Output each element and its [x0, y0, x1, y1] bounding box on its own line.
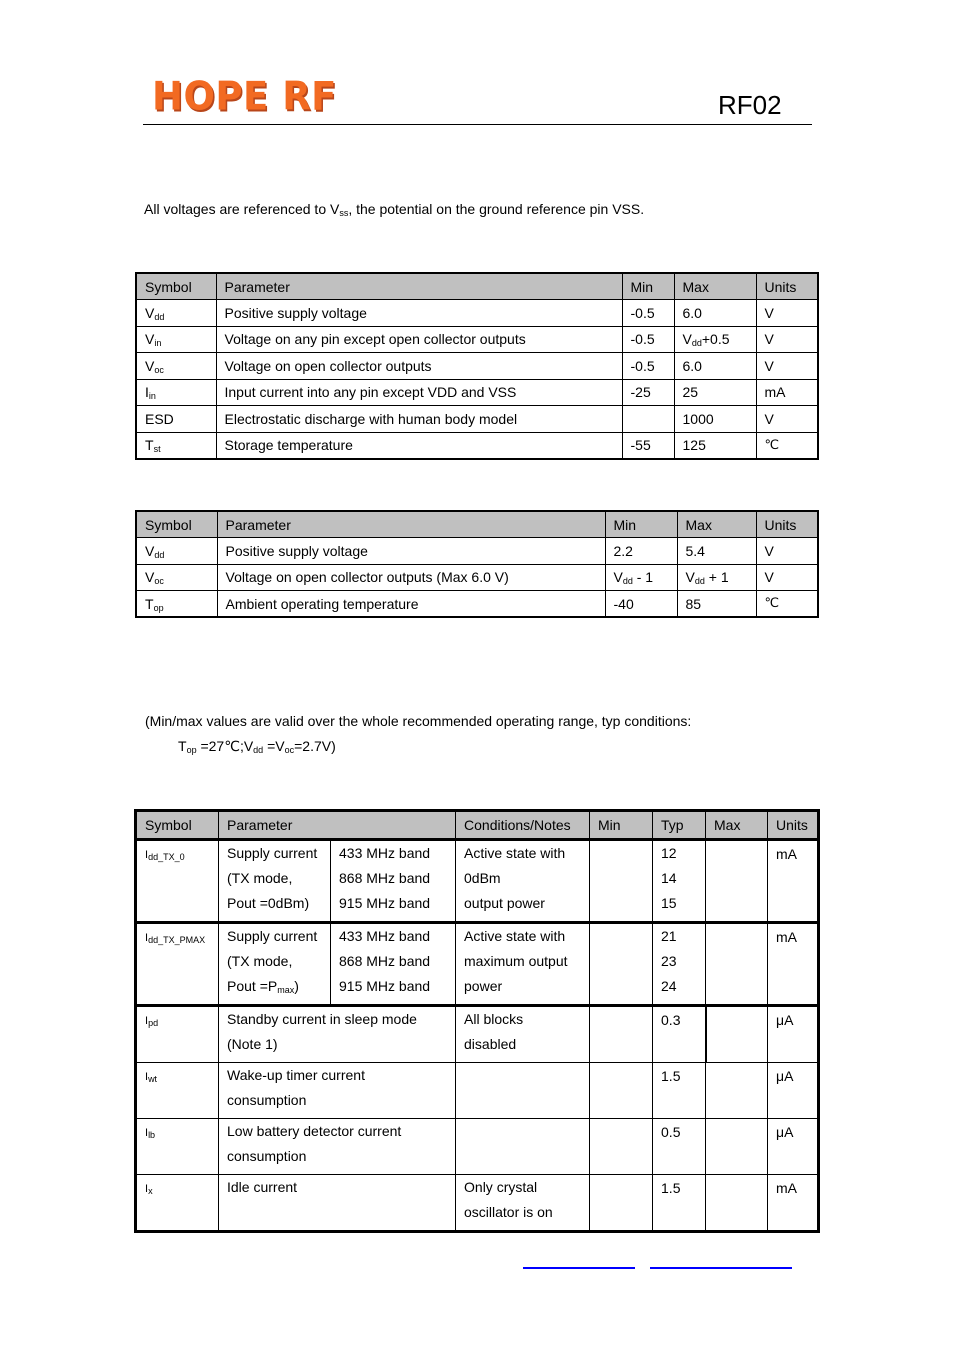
- hope-rf-logo: HOPE RF: [152, 74, 337, 120]
- table-row: [136, 353, 818, 380]
- header-rule: [143, 124, 812, 125]
- symbol-cell: $I_{wt}$: [136, 1063, 219, 1119]
- min-cell: [590, 840, 653, 923]
- header-cell-min: Min: [590, 811, 653, 840]
- footer-link-underline[interactable]: [650, 1267, 792, 1269]
- header-cell-symbol: Symbol: [136, 273, 216, 300]
- table-row: [136, 300, 818, 327]
- typ-cell: 1.5: [653, 1175, 706, 1232]
- max-cell: $V_{dd} + 1$: [677, 564, 756, 591]
- typ-cell: 0.3: [653, 1006, 706, 1063]
- min-cell: -55: [622, 432, 674, 459]
- header-cell-symbol: Symbol: [136, 511, 217, 538]
- units-cell: mA: [768, 1175, 819, 1232]
- table-row: [136, 1063, 819, 1119]
- header-cell-units: Units: [756, 511, 818, 538]
- units-cell: ℃: [756, 591, 818, 618]
- min-cell: [590, 1175, 653, 1232]
- max-cell: 85: [677, 591, 756, 618]
- min-cell: -0.5: [622, 326, 674, 353]
- symbol-cell: $I_{dd\_TX\_PMAX}$: [136, 923, 219, 1006]
- min-cell: [590, 1063, 653, 1119]
- min-cell: 2.2: [605, 538, 677, 565]
- max-cell: 125: [674, 432, 756, 459]
- parameter-cell: Supply current (TX mode, Pout $=P_{max}$): [219, 923, 331, 1006]
- symbol-cell: $V_{dd}$: [136, 538, 217, 565]
- band-cell: 433 MHz band 868 MHz band 915 MHz band: [331, 923, 456, 1006]
- header-cell-parameter: Parameter: [219, 811, 456, 840]
- units-cell: μA: [768, 1006, 819, 1063]
- max-cell: 25: [674, 379, 756, 406]
- min-cell: [590, 1006, 653, 1063]
- symbol-cell: $T_{st}$: [136, 432, 216, 459]
- parameter-cell: Positive supply voltage: [217, 538, 605, 565]
- header-cell-parameter: Parameter: [217, 511, 605, 538]
- units-cell: ℃: [756, 432, 818, 459]
- voltage-reference-note: [144, 201, 644, 217]
- table-row: [136, 1006, 819, 1063]
- symbol-cell: $V_{dd}$: [136, 300, 216, 327]
- units-cell: V: [756, 564, 818, 591]
- table-header-row: [136, 811, 819, 840]
- symbol-cell: $V_{in}$: [136, 326, 216, 353]
- header-cell-units: Units: [768, 811, 819, 840]
- table-row: [136, 1119, 819, 1175]
- parameter-cell: Input current into any pin except VDD and VSS: [216, 379, 622, 406]
- parameter-cell: Storage temperature: [216, 432, 622, 459]
- absolute-maximum-ratings-table: [135, 272, 819, 460]
- header-cell-max: Max: [674, 273, 756, 300]
- typ-cell: 21 23 24: [653, 923, 706, 1006]
- symbol-cell: $V_{oc}$: [136, 564, 217, 591]
- band-cell: 433 MHz band 868 MHz band 915 MHz band: [331, 840, 456, 923]
- max-cell: 1000: [674, 406, 756, 433]
- min-cell: [590, 1119, 653, 1175]
- table-header-row: [136, 273, 818, 300]
- document-id: RF02: [718, 90, 782, 120]
- parameter-cell: Low battery detector current consumption: [219, 1119, 456, 1175]
- conditions-cell: [456, 1063, 590, 1119]
- parameter-cell: Voltage on open collector outputs: [216, 353, 622, 380]
- header-cell-parameter: Parameter: [216, 273, 622, 300]
- parameter-cell: Supply current (TX mode, Pout =0dBm): [219, 840, 331, 923]
- units-cell: V: [756, 300, 818, 327]
- table-row: [136, 406, 818, 433]
- max-cell: 5.4: [677, 538, 756, 565]
- symbol-cell: $I_x$: [136, 1175, 219, 1232]
- units-cell: mA: [756, 379, 818, 406]
- symbol-cell: ESD: [136, 406, 216, 433]
- typ-cell: 1.5: [653, 1063, 706, 1119]
- table-row: [136, 432, 818, 459]
- dc-conditions-note: (Min/max values are valid over the whole recommended operating range, typ conditions:: [145, 713, 692, 729]
- header-cell-conditions: Conditions/Notes: [456, 811, 590, 840]
- max-cell: [706, 1175, 768, 1232]
- header-cell-max: Max: [706, 811, 768, 840]
- header-cell-min: Min: [622, 273, 674, 300]
- note-subscript: ss: [339, 208, 349, 218]
- conditions-cell: Active state with maximum output power: [456, 923, 590, 1006]
- units-cell: μA: [768, 1119, 819, 1175]
- parameter-cell: Standby current in sleep mode (Note 1): [219, 1006, 456, 1063]
- header-cell-symbol: Symbol: [136, 811, 219, 840]
- max-cell: [706, 1063, 768, 1119]
- conditions-cell: Only crystal oscillator is on: [456, 1175, 590, 1232]
- typ-cell: 12 14 15: [653, 840, 706, 923]
- table-row: [136, 538, 818, 565]
- table-row: [136, 923, 819, 1006]
- parameter-cell: Electrostatic discharge with human body model: [216, 406, 622, 433]
- recommended-operating-range-table: [135, 510, 819, 618]
- parameter-cell: Voltage on open collector outputs (Max 6.0 V): [217, 564, 605, 591]
- max-cell: [706, 1119, 768, 1175]
- typ-cell: 0.5: [653, 1119, 706, 1175]
- min-cell: -25: [622, 379, 674, 406]
- dc-conditions-values: $T_{op}$ $=27℃;V_{dd} =V_{oc}=2.7V$): [178, 738, 336, 755]
- conditions-cell: Active state with 0dBm output power: [456, 840, 590, 923]
- max-cell: 6.0: [674, 300, 756, 327]
- symbol-cell: $I_{in}$: [136, 379, 216, 406]
- max-cell: [706, 1006, 768, 1063]
- symbol-cell: $V_{oc}$: [136, 353, 216, 380]
- max-cell: $V_{dd}+0.5$: [674, 326, 756, 353]
- units-cell: V: [756, 406, 818, 433]
- header-cell-units: Units: [756, 273, 818, 300]
- symbol-cell: $T_{op}$: [136, 591, 217, 618]
- table-row: [136, 564, 818, 591]
- symbol-cell: $I_{lb}$: [136, 1119, 219, 1175]
- units-cell: V: [756, 538, 818, 565]
- min-cell: [622, 406, 674, 433]
- header-cell-typ: Typ: [653, 811, 706, 840]
- max-cell: [706, 840, 768, 923]
- dc-characteristics-table: [134, 809, 820, 1233]
- max-cell: 6.0: [674, 353, 756, 380]
- units-cell: V: [756, 326, 818, 353]
- header-cell-min: Min: [605, 511, 677, 538]
- note-text: , the potential on the ground reference pin VSS.: [348, 201, 645, 217]
- max-cell: [706, 923, 768, 1006]
- min-cell: $V_{dd} - 1$: [605, 564, 677, 591]
- table-header-row: [136, 511, 818, 538]
- table-row: [136, 591, 818, 618]
- table-row: [136, 379, 818, 406]
- table-row: [136, 326, 818, 353]
- table-row: [136, 840, 819, 923]
- note-text: All voltages are referenced to V: [144, 201, 340, 217]
- conditions-cell: All blocks disabled: [456, 1006, 590, 1063]
- min-cell: -40: [605, 591, 677, 618]
- units-cell: mA: [768, 840, 819, 923]
- min-cell: -0.5: [622, 353, 674, 380]
- parameter-cell: Positive supply voltage: [216, 300, 622, 327]
- parameter-cell: Ambient operating temperature: [217, 591, 605, 618]
- units-cell: mA: [768, 923, 819, 1006]
- units-cell: V: [756, 353, 818, 380]
- footer-link-underline[interactable]: [523, 1267, 635, 1269]
- min-cell: -0.5: [622, 300, 674, 327]
- min-cell: [590, 923, 653, 1006]
- symbol-cell: $I_{pd}$: [136, 1006, 219, 1063]
- parameter-cell: Wake-up timer current consumption: [219, 1063, 456, 1119]
- table-row: [136, 1175, 819, 1232]
- units-cell: μA: [768, 1063, 819, 1119]
- conditions-cell: [456, 1119, 590, 1175]
- parameter-cell: Idle current: [219, 1175, 456, 1232]
- header-cell-max: Max: [677, 511, 756, 538]
- parameter-cell: Voltage on any pin except open collector outputs: [216, 326, 622, 353]
- symbol-cell: $I_{dd\_TX\_0}$: [136, 840, 219, 923]
